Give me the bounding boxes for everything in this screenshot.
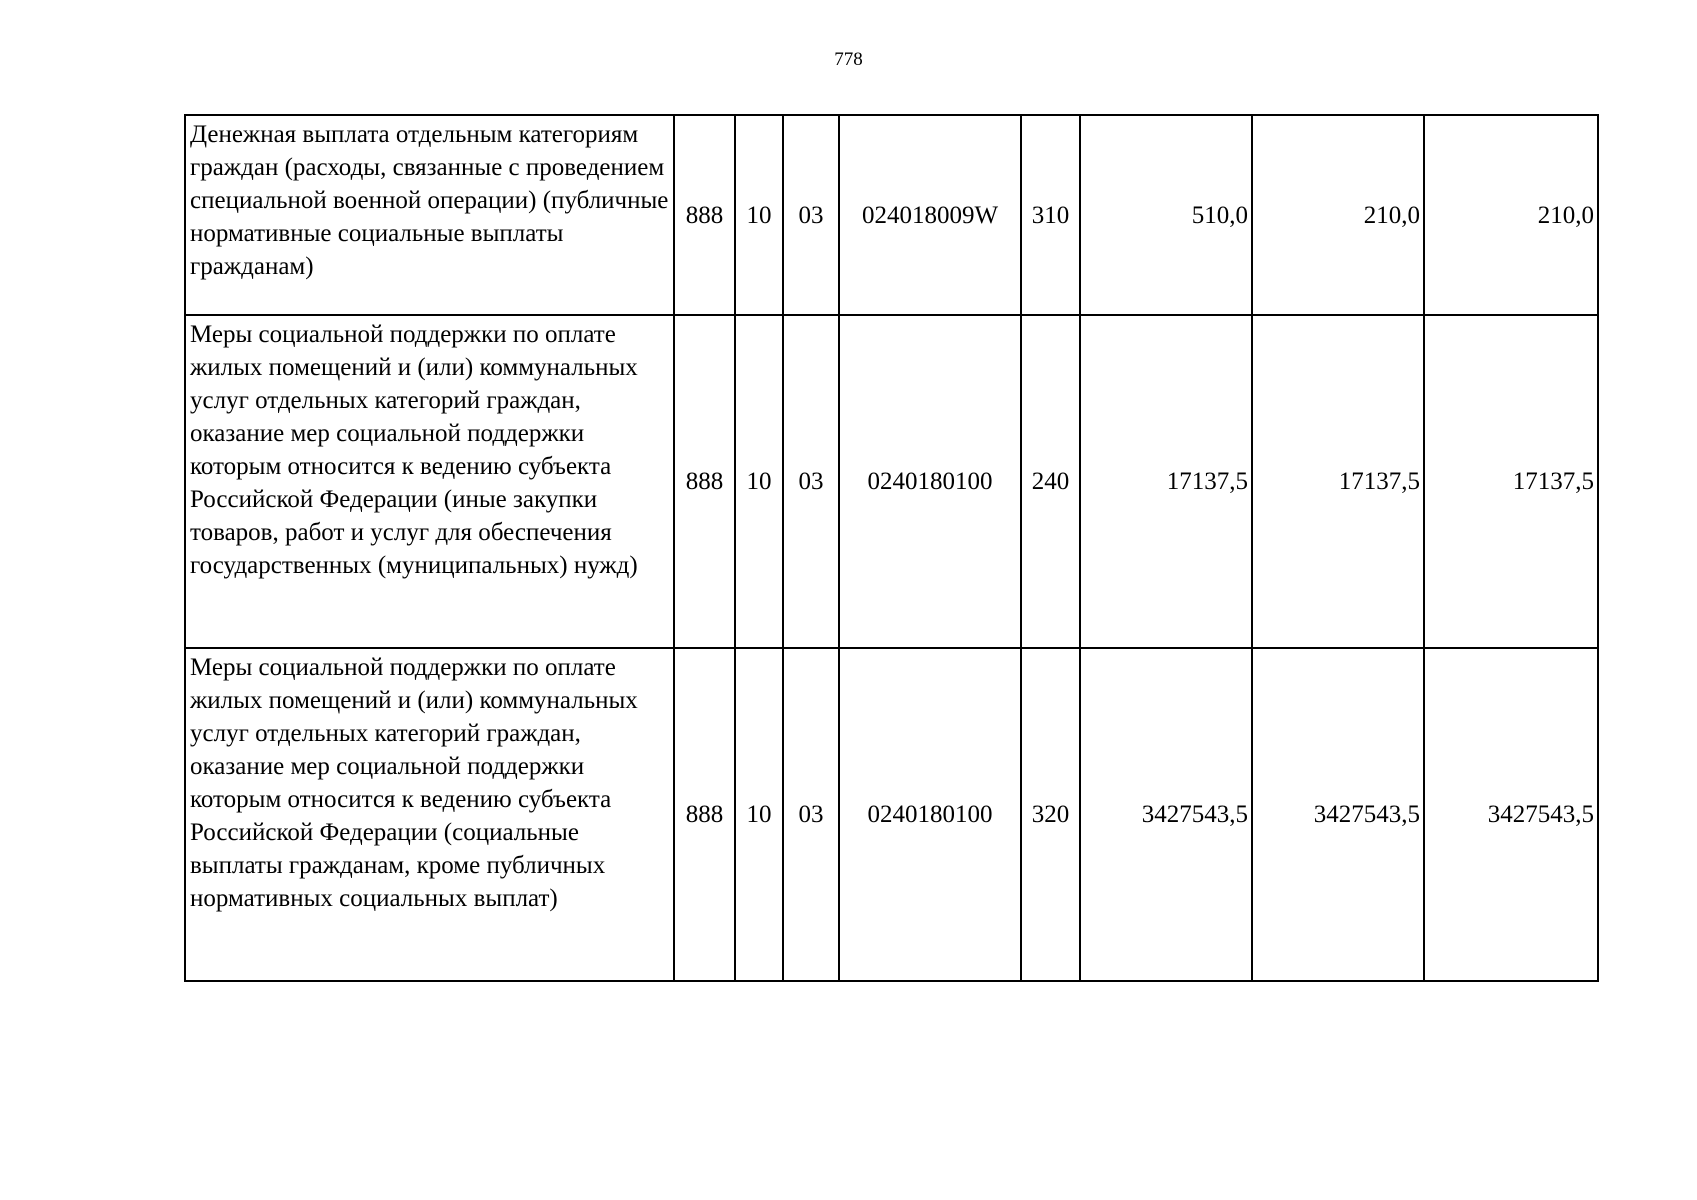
- amount-2-cell: 17137,5: [1252, 315, 1424, 648]
- table-row: [185, 648, 1598, 981]
- subsection-code-cell: 03: [783, 115, 839, 315]
- expense-type-cell: 310: [1021, 115, 1080, 315]
- subsection-code-cell: 03: [783, 648, 839, 981]
- subsection-code-cell: 03: [783, 315, 839, 648]
- table-row: [185, 115, 1598, 315]
- section-code-cell: 10: [735, 115, 783, 315]
- target-article-cell: 0240180100: [839, 315, 1021, 648]
- table-row: [185, 315, 1598, 648]
- ministry-code-cell: 888: [674, 115, 735, 315]
- target-article-cell: 024018009W: [839, 115, 1021, 315]
- budget-table: [184, 114, 1599, 982]
- page-number: 778: [834, 49, 863, 70]
- ministry-code-cell: 888: [674, 315, 735, 648]
- amount-2-cell: 210,0: [1252, 115, 1424, 315]
- expense-type-cell: 240: [1021, 315, 1080, 648]
- amount-1-cell: 510,0: [1080, 115, 1252, 315]
- description-cell: Денежная выплата отдельным категориям граждан (расходы, связанные с проведением специальной военной операции) (публичные нормативные социальные выплаты гражданам): [185, 115, 674, 315]
- expense-type-cell: 320: [1021, 648, 1080, 981]
- amount-2-cell: 3427543,5: [1252, 648, 1424, 981]
- target-article-cell: 0240180100: [839, 648, 1021, 981]
- amount-3-cell: 17137,5: [1424, 315, 1598, 648]
- section-code-cell: 10: [735, 315, 783, 648]
- description-cell: Меры социальной поддержки по оплате жилых помещений и (или) коммунальных услуг отдельных категорий граждан, оказание мер социальной поддержки которым относится к ведению субъекта Российской Федерации (социальные выплаты гражданам, кроме публичных нормативных социальных выплат): [185, 648, 674, 981]
- amount-3-cell: 210,0: [1424, 115, 1598, 315]
- section-code-cell: 10: [735, 648, 783, 981]
- description-cell: Меры социальной поддержки по оплате жилых помещений и (или) коммунальных услуг отдельных категорий граждан, оказание мер социальной поддержки которым относится к ведению субъекта Российской Федерации (иные закупки товаров, работ и услуг для обеспечения государственных (муниципальных) нужд): [185, 315, 674, 648]
- amount-1-cell: 3427543,5: [1080, 648, 1252, 981]
- amount-1-cell: 17137,5: [1080, 315, 1252, 648]
- ministry-code-cell: 888: [674, 648, 735, 981]
- amount-3-cell: 3427543,5: [1424, 648, 1598, 981]
